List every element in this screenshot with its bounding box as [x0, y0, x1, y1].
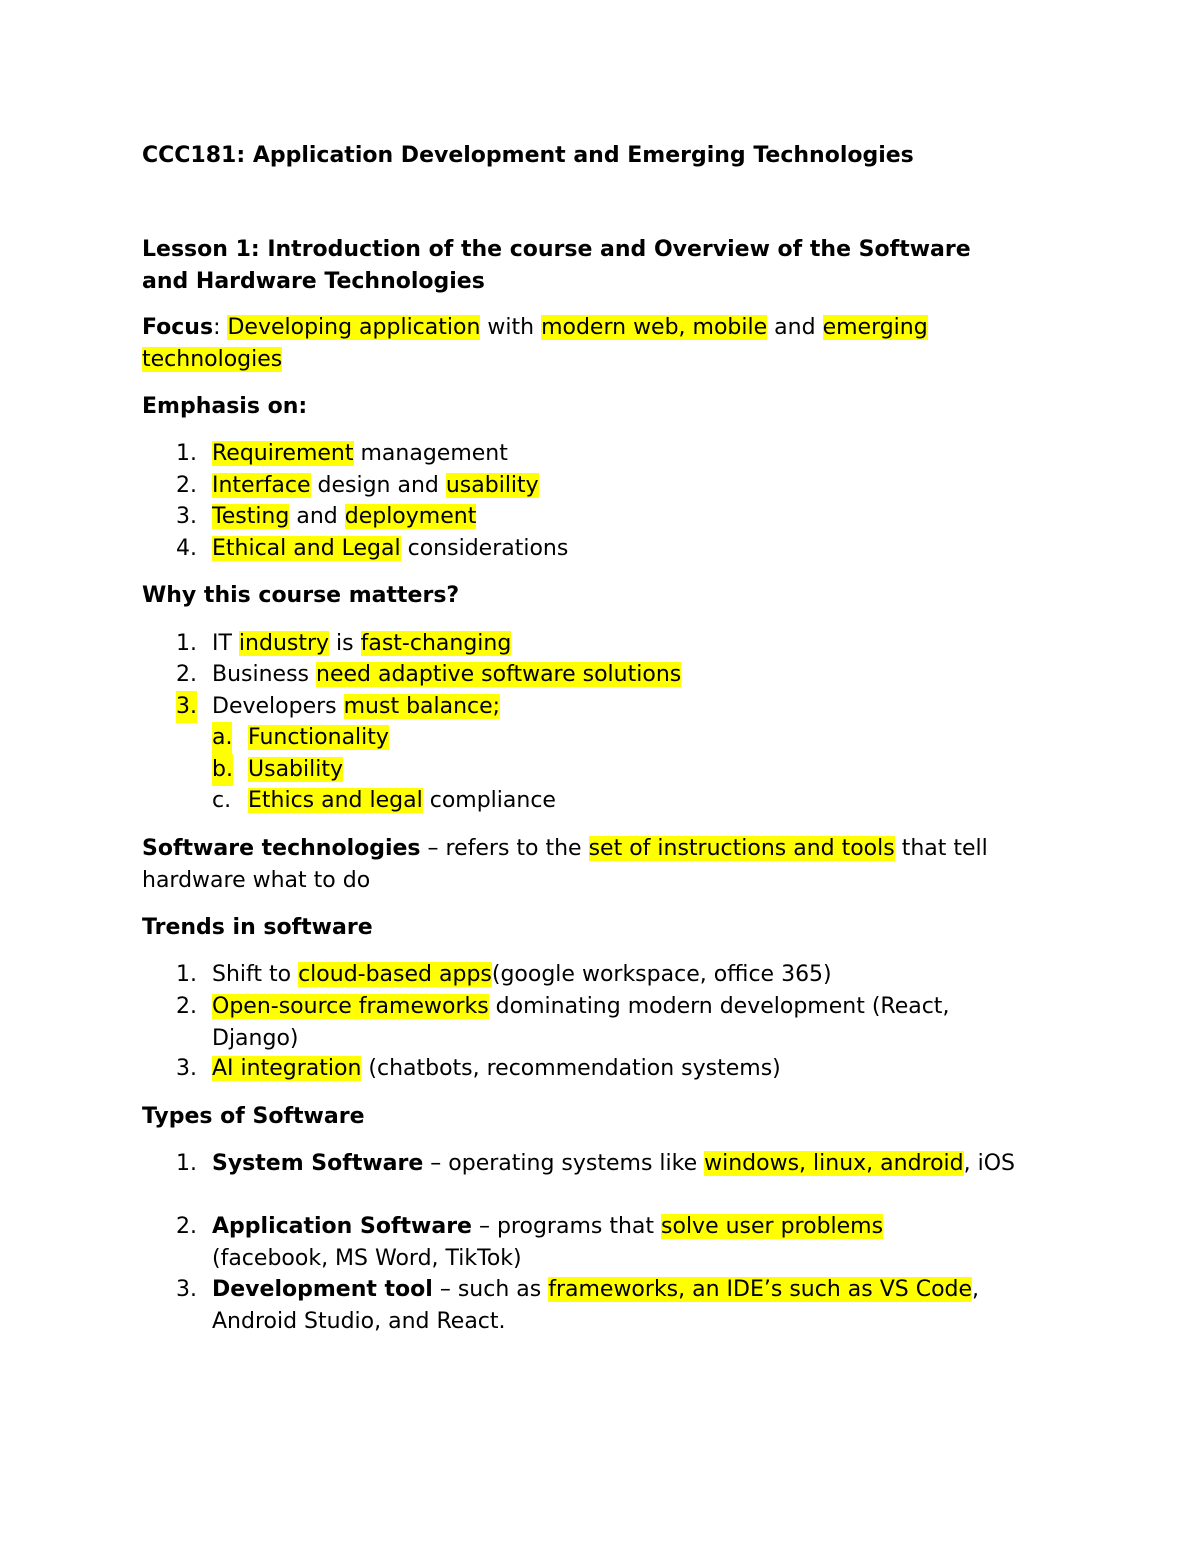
highlight: emerging: [822, 315, 928, 340]
page-title: CCC181: Application Development and Emerging Technologies: [142, 143, 914, 168]
why-heading: Why this course matters?: [142, 583, 460, 608]
list-item: 2. Business need adaptive software solutions: [176, 662, 682, 687]
focus-label: Focus: [142, 315, 214, 340]
list-item: 3. Testing and deployment: [176, 504, 477, 529]
sub-list-item: c. Ethics and legal compliance: [212, 788, 556, 813]
list-item: 3. Developers must balance;: [212, 691, 1062, 723]
list-item: 2. Open-source frameworks dominating modern development (React, Django): [176, 994, 950, 1051]
lesson-heading: Lesson 1: Introduction of the course and Overview of the Software and Hardware Technologies: [142, 237, 971, 294]
sub-list-item: b. Usability: [248, 754, 1062, 786]
highlight: Developing application: [227, 315, 481, 340]
software-technologies-paragraph: Software technologies – refers to the set of instructions and tools that tell hardware what to do: [142, 836, 988, 893]
list-item: 1. IT industry is fast-changing: [176, 631, 512, 656]
emphasis-heading: Emphasis on:: [142, 394, 308, 419]
list-item: 2. Interface design and usability: [176, 473, 539, 498]
trends-heading: Trends in software: [142, 915, 373, 940]
list-item: 2. Application Software – programs that solve user problems (facebook, MS Word, TikTok): [176, 1214, 884, 1271]
list-item: 4. Ethical and Legal considerations: [176, 536, 569, 561]
list-item: 1. System Software – operating systems like windows, linux, android, iOS: [176, 1151, 1016, 1176]
highlight: technologies: [142, 347, 283, 372]
types-heading: Types of Software: [142, 1104, 365, 1129]
list-item: 3. Development tool – such as frameworks, an IDE’s such as VS Code, Android Studio, and React.: [176, 1277, 980, 1334]
list-item: 3. AI integration (chatbots, recommendation systems): [176, 1056, 781, 1081]
focus-paragraph: Focus: Developing application with modern web, mobile and emerging technologies: [142, 315, 928, 372]
list-item: 1. Shift to cloud-based apps(google workspace, office 365): [176, 962, 832, 987]
highlight: modern web, mobile: [541, 315, 768, 340]
sub-list-item: a. Functionality: [248, 722, 1062, 754]
list-item: 1. Requirement management: [176, 441, 508, 466]
